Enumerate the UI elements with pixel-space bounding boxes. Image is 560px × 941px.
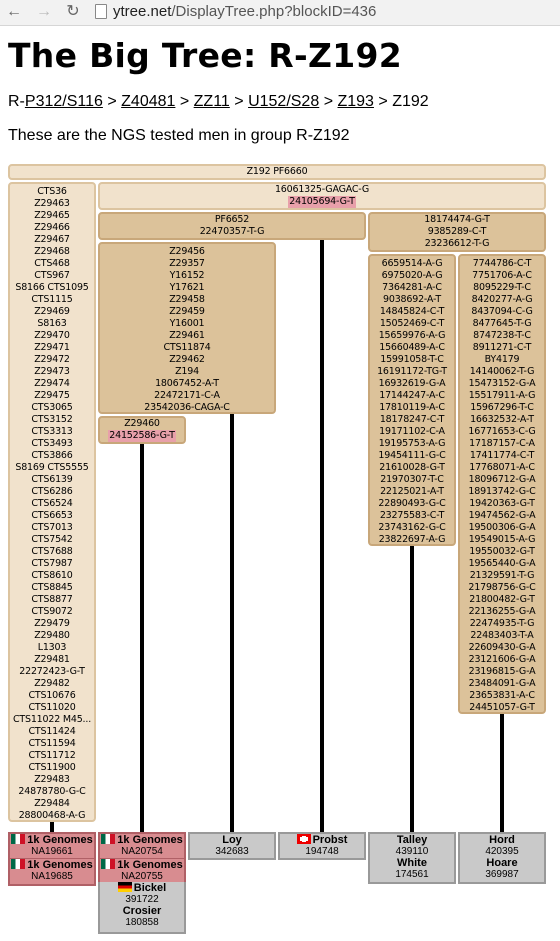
connector-line	[320, 238, 324, 834]
snp-label: 16632532-A-T	[470, 414, 534, 425]
snp-label: 23275583-C-T	[379, 510, 445, 521]
snp-label: 18174474-G-T	[424, 214, 490, 225]
snp-label: Z29484	[34, 798, 70, 809]
snp-label: CTS8845	[31, 582, 73, 593]
snp-label: Z29482	[34, 678, 70, 689]
snp-label: Y16001	[169, 318, 205, 329]
snp-label: 19500306-G-A	[468, 522, 536, 533]
browser-toolbar	[0, 0, 560, 26]
snp-label: 23653831-A-C	[469, 690, 535, 701]
kit-entry[interactable]	[10, 834, 94, 857]
snp-label: Z29480	[34, 630, 70, 641]
snp-label: Z29456	[169, 246, 205, 257]
connector-line	[500, 712, 504, 834]
kit-entry[interactable]	[460, 834, 544, 857]
snp-label: 7751706-A-C	[472, 270, 532, 281]
snp-label: 15052469-C-T	[379, 318, 445, 329]
snp-label: 9038692-A-T	[383, 294, 441, 305]
connector-line	[410, 544, 414, 834]
snp-label: 22474935-T-G	[469, 618, 535, 629]
snp-label: Z29470	[34, 330, 70, 341]
snp-label: CTS6524	[31, 498, 73, 509]
snp-label: 17411774-C-T	[469, 450, 535, 461]
snp-label: S8169 CTS5555	[15, 462, 89, 473]
snp-label: Z29483	[34, 774, 70, 785]
snp-label: 14845824-C-T	[379, 306, 445, 317]
url-host: ytree.net	[113, 3, 172, 20]
kit-name: 1k Genomes	[117, 834, 183, 846]
snp-label: Z29473	[34, 366, 70, 377]
snp-label: 14140062-T-G	[469, 366, 535, 377]
kit-group-col3	[188, 832, 276, 860]
kit-name: Probst	[312, 834, 348, 846]
snp-label: 8420277-A-G	[471, 294, 533, 305]
snp-label: Z29462	[169, 354, 205, 365]
snp-label: 15967296-T-C	[470, 402, 534, 413]
snp-label: 7744786-C-T	[472, 258, 532, 269]
snp-label: 9385289-C-T	[427, 226, 487, 237]
snp-label: CTS3065	[31, 402, 73, 413]
kit-name: 1k Genomes	[27, 834, 93, 846]
breadcrumb-link-zz11[interactable]: ZZ11	[193, 93, 230, 110]
address-bar[interactable]	[113, 3, 376, 20]
snp-label: Z29468	[34, 246, 70, 257]
snp-label: Z29481	[34, 654, 70, 665]
snp-label: 18178247-C-T	[379, 414, 445, 425]
snp-label: 22470357-T-G	[199, 226, 265, 237]
kit-entry[interactable]	[100, 858, 184, 882]
snp-label: 16061325-GAGAC-G	[274, 184, 370, 195]
snp-label: S8163	[37, 318, 67, 329]
breadcrumb-current: Z192	[392, 93, 429, 110]
snp-label: Z29463	[34, 198, 70, 209]
snp-label: CTS8610	[31, 570, 73, 581]
breadcrumb-separator: >	[179, 93, 190, 110]
kit-id: NA20754	[121, 846, 163, 857]
snp-label-highlighted: 24105694-G-T	[289, 196, 355, 207]
snp-label: 8747238-T-C	[473, 330, 531, 341]
snp-label: CTS6653	[31, 510, 73, 521]
tree-node-branch-c[interactable]	[368, 212, 546, 252]
snp-label: 23484091-G-A	[468, 678, 536, 689]
snp-label: Z29469	[34, 306, 70, 317]
snp-label: Z29475	[34, 390, 70, 401]
snp-label: CTS11712	[28, 750, 76, 761]
kit-name: White	[397, 857, 427, 869]
mexico-flag-icon	[11, 834, 25, 844]
kit-entry[interactable]	[10, 858, 94, 882]
snp-label: CTS11020	[28, 702, 76, 713]
snp-label: CTS11424	[28, 726, 76, 737]
snp-label: CTS7542	[31, 534, 73, 545]
snp-label: Y16152	[169, 270, 205, 281]
snp-label: CTS6286	[31, 486, 73, 497]
intro-text: These are the NGS tested men in group R-Z192	[8, 127, 350, 144]
kit-id: NA19661	[31, 846, 73, 857]
snp-label: 6659514-A-G	[381, 258, 443, 269]
snp-label: 23196815-G-A	[468, 666, 536, 677]
snp-label: CTS1115	[31, 294, 73, 305]
snp-label: 28800468-A-G	[18, 810, 86, 821]
snp-label: 19454111-G-C	[378, 450, 446, 461]
breadcrumb-separator: >	[378, 93, 388, 110]
snp-label: 18096712-G-A	[468, 474, 536, 485]
kit-id: 194748	[305, 846, 339, 857]
snp-label: CTS11594	[28, 738, 76, 749]
breadcrumb-prefix: R-	[8, 93, 25, 110]
snp-label: BY4179	[484, 354, 520, 365]
kit-group-col5	[368, 832, 456, 884]
snp-label: Z29459	[169, 306, 205, 317]
tree-node-pf6652[interactable]	[98, 212, 366, 240]
kit-entry[interactable]	[370, 857, 454, 880]
tree-node-branch-b[interactable]	[98, 182, 546, 210]
kit-name: 1k Genomes	[117, 859, 183, 871]
tree-node-branch-c1[interactable]	[368, 254, 456, 546]
page-title: The Big Tree: R-Z192	[8, 36, 402, 75]
snp-label: Z29471	[34, 342, 70, 353]
kit-name: Bickel	[133, 882, 167, 894]
tree-node-branch-c2[interactable]	[458, 254, 546, 714]
snp-label: Z29357	[169, 258, 205, 269]
breadcrumb-link-p312[interactable]: P312/S116	[24, 93, 103, 110]
snp-label: 19171102-C-A	[379, 426, 445, 437]
snp-label: CTS7688	[31, 546, 73, 557]
breadcrumb-separator: >	[234, 93, 244, 110]
switzerland-flag-icon	[297, 834, 311, 844]
snp-label: 22125021-A-T	[380, 486, 444, 497]
snp-label: Z29458	[169, 294, 205, 305]
snp-label: 8477645-T-G	[472, 318, 532, 329]
snp-label: 16932619-G-A	[378, 378, 446, 389]
snp-label: 24878780-G-C	[18, 786, 86, 797]
breadcrumb-link-z40481[interactable]: Z40481	[121, 93, 176, 110]
snp-label: Y17621	[169, 282, 205, 293]
snp-label: 21970307-T-C	[380, 474, 444, 485]
snp-label: 23236612-T-G	[424, 238, 490, 249]
snp-label: Z29461	[169, 330, 205, 341]
snp-label: Z29467	[34, 234, 70, 245]
snp-label: CTS9072	[31, 606, 73, 617]
snp-label: CTS3313	[31, 426, 73, 437]
snp-label: CTS36	[37, 186, 67, 197]
kit-name: Hord	[489, 834, 515, 846]
snp-label: PF6652	[214, 214, 250, 225]
kit-id: 439110	[395, 846, 429, 857]
snp-label: 18913742-G-C	[468, 486, 536, 497]
snp-label: Z29465	[34, 210, 70, 221]
snp-label: 19565440-G-A	[468, 558, 536, 569]
snp-label: Z192 PF6660	[246, 166, 308, 177]
snp-label: CTS3866	[31, 450, 73, 461]
snp-label: 19550032-G-T	[469, 546, 535, 557]
tree-node-z29460[interactable]	[98, 416, 186, 444]
snp-label: 19195753-A-G	[378, 438, 446, 449]
kit-group-col4	[278, 832, 366, 860]
page-icon	[95, 4, 107, 19]
snp-label: 22136255-G-A	[468, 606, 536, 617]
snp-label: CTS7013	[31, 522, 73, 533]
breadcrumb-link-u152[interactable]: U152/S28	[248, 93, 320, 110]
snp-label: 24451057-G-T	[469, 702, 535, 713]
back-arrow-icon[interactable]: ←	[6, 3, 22, 20]
kit-id: 420395	[485, 846, 519, 857]
snp-label: Z29472	[34, 354, 70, 365]
snp-label: 23822697-A-G	[378, 534, 446, 545]
snp-label: Z29460	[124, 418, 160, 429]
kit-entry[interactable]	[100, 882, 184, 905]
kit-name: Hoare	[486, 857, 518, 869]
breadcrumb-separator: >	[323, 93, 334, 110]
snp-label: 6975020-A-G	[381, 270, 443, 281]
kit-id: NA19685	[31, 871, 73, 882]
kit-entry[interactable]	[100, 834, 184, 857]
mexico-flag-icon	[11, 859, 25, 869]
snp-label: CTS10676	[28, 690, 76, 701]
tree-node-branch-a[interactable]	[8, 182, 96, 822]
kit-id: 369987	[485, 869, 519, 880]
snp-label: 21610028-G-T	[379, 462, 445, 473]
kit-group-col1	[8, 832, 96, 886]
snp-label: S8166 CTS1095	[15, 282, 89, 293]
url-path: /DisplayTree.php?blockID=436	[171, 3, 377, 20]
kit-entry[interactable]	[370, 834, 454, 857]
snp-label: 21798756-G-C	[468, 582, 536, 593]
kit-id: 180858	[125, 917, 159, 928]
snp-label: 22472171-C-A	[154, 390, 220, 401]
snp-label: 22609430-G-A	[468, 642, 536, 653]
kit-id: 391722	[125, 894, 159, 905]
snp-label: CTS7987	[31, 558, 73, 569]
snp-label: 8911271-C-T	[472, 342, 532, 353]
italy-flag-icon	[101, 834, 115, 844]
kit-entry[interactable]	[280, 834, 364, 857]
snp-label: L1303	[37, 642, 67, 653]
connector-line	[140, 442, 144, 834]
snp-label: 16191172-TG-T	[377, 366, 447, 377]
germany-flag-icon	[118, 882, 132, 892]
kit-entry[interactable]	[100, 905, 184, 928]
forward-arrow-icon[interactable]: →	[36, 3, 52, 20]
breadcrumb-link-z193[interactable]: Z193	[337, 93, 374, 110]
kit-group-col6	[458, 832, 546, 884]
snp-label: CTS11900	[28, 762, 76, 773]
snp-label: CTS3493	[31, 438, 73, 449]
snp-label: CTS11874	[163, 342, 211, 353]
snp-label: Z29474	[34, 378, 70, 389]
snp-label: 22890493-G-C	[378, 498, 446, 509]
snp-label: CTS3152	[31, 414, 73, 425]
snp-label: 15659976-A-G	[378, 330, 446, 341]
snp-label: Z29466	[34, 222, 70, 233]
kit-name: 1k Genomes	[27, 859, 93, 871]
snp-label: Z29479	[34, 618, 70, 629]
kit-name: Loy	[222, 834, 242, 846]
connector-line	[230, 412, 234, 834]
snp-label: 15473152-G-A	[468, 378, 536, 389]
snp-label: 23121606-G-A	[468, 654, 536, 665]
italy-flag-icon	[101, 859, 115, 869]
snp-label: 17144247-A-C	[379, 390, 445, 401]
breadcrumb-separator: >	[107, 93, 117, 110]
snp-label: 19549015-A-G	[468, 534, 536, 545]
kit-group-col2-cont	[98, 882, 186, 934]
snp-label: 8437094-C-G	[471, 306, 533, 317]
snp-label: CTS11022 M45...	[12, 714, 92, 725]
kit-id: 174561	[395, 869, 429, 880]
snp-label: 15517911-A-G	[468, 390, 536, 401]
snp-label: CTS967	[34, 270, 70, 281]
snp-label: CTS8877	[31, 594, 73, 605]
kit-name: Talley	[396, 834, 428, 846]
kit-id: NA20755	[121, 871, 163, 882]
snp-label: 8095229-T-C	[473, 282, 531, 293]
snp-label: CTS6139	[31, 474, 73, 485]
snp-label: CTS468	[34, 258, 70, 269]
snp-label: 17187157-C-A	[469, 438, 535, 449]
snp-label: 17810119-A-C	[379, 402, 445, 413]
snp-label: 19474562-G-A	[468, 510, 536, 521]
snp-label: 22272423-G-T	[19, 666, 85, 677]
snp-label: 21329591-T-G	[469, 570, 535, 581]
snp-label: 16771653-C-G	[468, 426, 536, 437]
kit-id: 342683	[215, 846, 249, 857]
snp-label: Z194	[175, 366, 199, 377]
snp-label: 19420363-G-T	[469, 498, 535, 509]
kit-group-col2	[98, 832, 186, 886]
kit-entry[interactable]	[460, 857, 544, 880]
kit-name: Crosier	[122, 905, 162, 917]
snp-label: 15660489-A-C	[379, 342, 445, 353]
kit-entry[interactable]	[190, 834, 274, 857]
reload-icon[interactable]: ↻	[66, 3, 80, 20]
tree-node-root[interactable]	[8, 164, 546, 180]
breadcrumb	[8, 93, 429, 111]
snp-label: 15991058-T-C	[380, 354, 444, 365]
snp-label: 17768071-A-C	[469, 462, 535, 473]
snp-label-highlighted: 24152586-G-T	[109, 430, 175, 441]
snp-label: 18067452-A-T	[155, 378, 219, 389]
snp-label: 7364281-A-C	[382, 282, 442, 293]
snp-label: 23743162-G-C	[378, 522, 446, 533]
snp-label: 23542036-CAGA-C	[144, 402, 230, 413]
snp-label: 22483403-T-A	[470, 630, 534, 641]
snp-label: 21800482-G-T	[469, 594, 535, 605]
tree-node-pf6652-child[interactable]	[98, 242, 276, 414]
